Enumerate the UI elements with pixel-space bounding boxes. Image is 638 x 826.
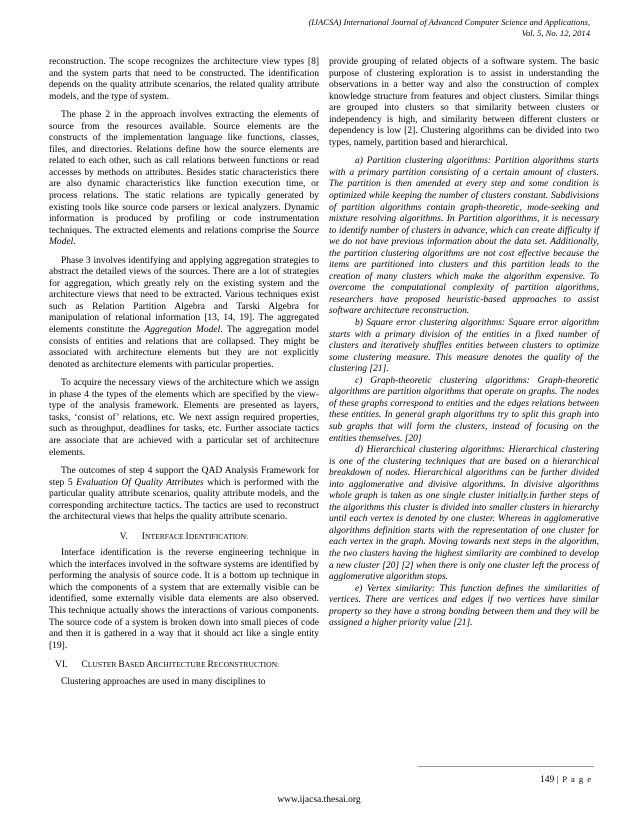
journal-url: www.ijacsa.thesai.org	[277, 795, 361, 805]
paragraph: Phase 3 involves identifying and applying aggregation strategies to abstract the detailed views of the sources. There are a lot of strategies for aggregation, which greatly rely on the existing system and the architecture views that need to be extracted. Various techniques exist such as Relation Partition Algebra and Tarski Algebra for manipulation of relational information [13, 14, 19]. The aggregated elements constitute the Aggregation Model. The aggregation model consists of entities and relations that are collapsed. They might be associated with architecture elements but they are not explicitly denoted as architecture elements with particular properties.	[49, 255, 320, 370]
section-heading-cluster-based: VI. CLUSTER BASED ARCHITECTURE RECONSTRUCTION:	[55, 660, 280, 671]
paragraph: The phase 2 in the approach involves extracting the elements of source from the resources available. Source elements are the constructs of the implementation language like functions, classes, files, and directories. Relations define how the source elements are related to each other, such as call relations between functions or read accesses by methods on attributes. Besides static characteristics there are also dynamic characteristics like function execution time, or process relations. The static relations are typically generated by existing tools like source code parsers or lexical analyzers. Dynamic information is produced by profiling or code instrumentation techniques. The extracted elements and relations comprise the Source Model.	[49, 110, 319, 248]
subsection-hierarchical-clustering: d) Hierarchical clustering algorithms: Hierarchical clustering is one of the clustering techniques that are based on a hierarchical breakdown of nodes. Hierarchical algorithms can be further divided into agglomerative and divisive algorithms. In divisive algorithms whole graph is taken as one single cluster initially.in further steps of the algorithms this cluster is divided into smaller clusters in hierarchy until each vertex is denoted by one cluster. Whereas in agglomerative algorithms definition starts with the representation of one cluster for each vertex in the graph. Moving towards next steps in the algorithm, the two clusters having the highest similarity are combined to develop a new cluster [20] [2] when there is only one cluster left the process of agglomerative algorithm stops.	[329, 445, 599, 583]
subsection-graph-theoretic-clustering: c) Graph-theoretic clustering algorithms: Graph-theoretic algorithms are partition algorithms that operate on graphs. The nodes of these graphs correspond to entities and the edges relations between these entities. In general graph algorithms try to split this graph into sub graphs that will form the clusters, instead of focusing on the entities themselves. [20]	[329, 375, 599, 444]
paragraph: Interface identification is the reverse engineering technique in which the interfaces involved in the software systems are identified by performing the analysis of source code. It is a bottom up technique in which the components of a system that are externally visible can be identified, some externally visible data elements are also observed. This technique actually shows the interactions of various components. The source code of a system is broken down into small pieces of code and then it is gathered in a way that it should act like a single entity [19].	[49, 548, 319, 651]
journal-title: (IJACSA) International Journal of Advanced Computer Science and Applications,	[308, 17, 590, 27]
paragraph: Clustering approaches are used in many disciplines to	[61, 676, 266, 687]
subsection-vertex-similarity: e) Vertex similarity: This function defines the similarities of vertices. There are vertices and edges if two vertices have similar property so they have a strong bonding between them and they will be assigned a higher priority value [21].	[329, 583, 599, 629]
journal-volume: Vol. 5, No. 12, 2014	[521, 28, 590, 38]
section-heading-interface-identification: V. INTERFACE IDENTIFICATION:	[119, 531, 249, 542]
footer-divider	[418, 766, 594, 767]
right-column	[329, 57, 599, 630]
paragraph: provide grouping of related objects of a software system. The basic purpose of clustering exploration is to assist in understanding the observations in a better way and also the construction of complex knowledge structure from features and object clusters. Similar things are grouped into clusters so that similarity between clusters or independency is high, and similarity between different clusters or dependency is low [2]. Clustering algorithms can be divided into two types, namely, partition based and hierarchical.	[329, 57, 599, 148]
subsection-square-error-clustering: b) Square error clustering algorithms: Square error algorithm starts with a primary division of the entities in a fixed number of clusters and iteratively shuffles entities between clusters to optimize some clustering measure. This measure denotes the quality of the clustering [21].	[329, 318, 599, 375]
paragraph: To acquire the necessary views of the architecture which we assign in phase 4 the types of the elements which are specified by the view-type of the analysis framework. Elements are presented as layers, tasks, ‘consist of’ relations, etc. We next assign required properties, such as throughput, deadlines for tasks, etc. Further associate tactics are associate that are achieved with a particular set of architecture elements.	[49, 378, 319, 458]
subsection-partition-clustering: a) Partition clustering algorithms: Partition algorithms starts with a primary partition consisting of a certain amount of clusters. The partition is then amended at every step and some condition is optimized while keeping the number of clusters constant. Subdivisions of partition algorithms contain graph-theoretic, mode-seeking and mixture resolving algorithms. In Partition algorithms, it is necessary to identify number of clusters in advance, which can create difficulty if we do not have previous information about the data set. Additionally, the partition clustering algorithms are not cost effective because the items are partitioned into clusters and this partition leads to the creation of many clusters which make the algorithm expensive. To overcome the computational complexity of partition algorithms, researchers have proposed heuristic-based approaches to assist software architecture reconstruction.	[329, 156, 599, 317]
left-column	[49, 57, 319, 688]
page-number: 149 | P a g e	[539, 774, 592, 785]
paragraph: The outcomes of step 4 support the QAD Analysis Framework for step 5 Evaluation Of Quality Attributes which is performed with the particular quality attribute scenarios, quality attribute models, and the corresponding architecture tactics. The tactics are used to reconstruct the architectural views that helps the quality attribute scenario.	[49, 466, 319, 523]
paragraph: reconstruction. The scope recognizes the architecture view types [8] and the system parts that need to be constructed. The identification depends on the quality attribute scenarios, the related quality attribute models, and the type of system.	[49, 57, 319, 102]
journal-header	[170, 17, 590, 39]
